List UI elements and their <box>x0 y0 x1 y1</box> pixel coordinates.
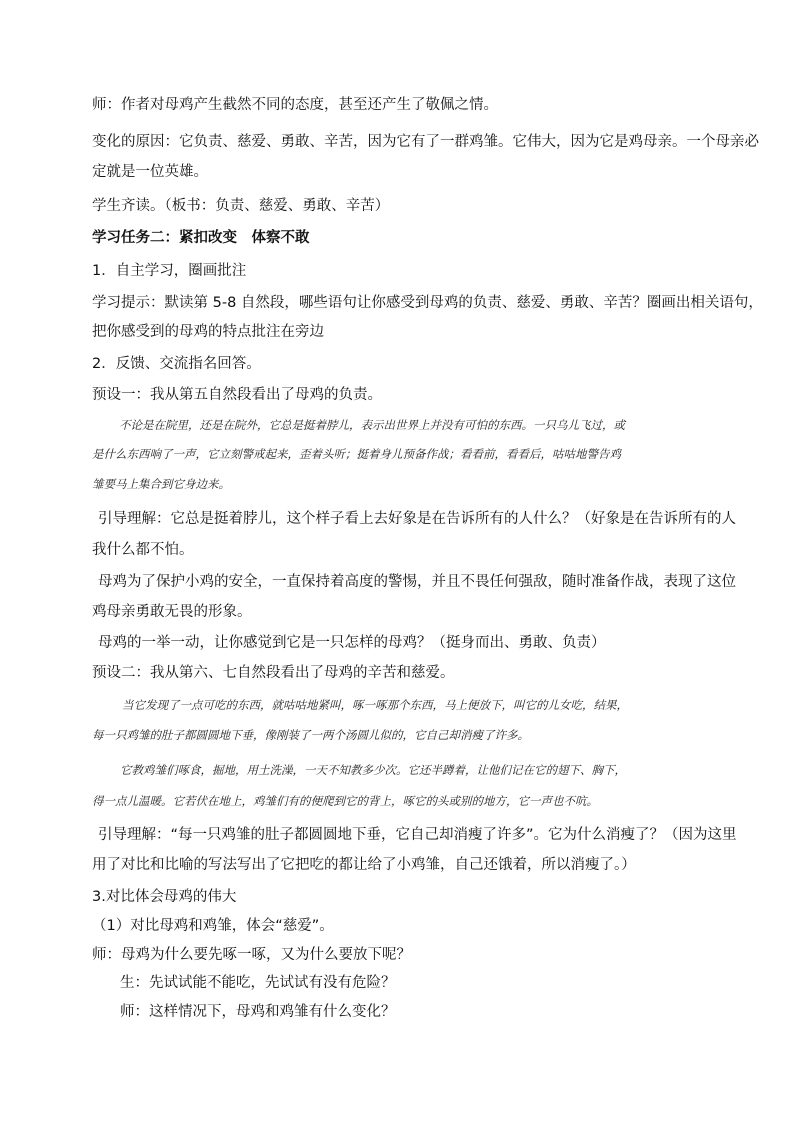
teacher-question-change: 师：这样情况下，母鸡和鸡雏有什么变化？ <box>120 1004 396 1020</box>
guided-understanding-one: 引导理解：它总是挺着脖儿，这个样子看上去好象是在告诉所有的人什么？（好象是在告诉所有的人 <box>98 511 736 527</box>
guided-understanding-two: 引导理解：“每一只鸡雏的肚子都圆圆地下垂，它自己却消瘦了许多”。它为什么消瘦了？（因为这里 <box>98 827 737 843</box>
student-answer: 生：先试试能不能吃，先试试有没有危险？ <box>120 975 396 991</box>
quote-paragraph-six-line-1: 当它发现了一点可吃的东西，就咕咕地紧叫，啄一啄那个东西，马上便放下，叫它的儿女吃，结果， <box>122 698 628 712</box>
quote-paragraph-six-line-2: 每一只鸡雏的肚子都圆圆地下垂，像刚装了一两个汤圆儿似的，它自己却消瘦了许多。 <box>92 728 529 742</box>
step-two-heading: 2．反馈、交流指名回答。 <box>92 356 261 372</box>
quote-paragraph-seven-line-1: 它教鸡雏们啄食，掘地，用土洗澡，一天不知教多少次。它还半蹲着，让他们记在它的翅下、胸下， <box>120 763 626 777</box>
step-one-heading: 1．自主学习，圈画批注 <box>92 263 247 279</box>
quote-paragraph-seven-line-2: 得一点儿温暖。它若伏在地上，鸡雏们有的便爬到它的背上，啄它的头或别的地方，它一声也不吭。 <box>92 794 598 808</box>
guided-understanding-two-cont: 用了对比和比喻的写法写出了它把吃的都让给了小鸡雏，自己还饿着，所以消瘦了。） <box>92 857 636 873</box>
quote-paragraph-five-line-1: 不论是在院里，还是在院外，它总是挺着脖儿，表示出世界上并没有可怕的东西。一只乌儿飞过，或 <box>119 418 625 432</box>
quote-paragraph-five-line-3: 雏要马上集合到它身边来。 <box>92 477 230 491</box>
quote-paragraph-five-line-2: 是什么东西响了一声，它立刻警戒起来，歪着头听；挺着身儿预备作战；看看前，看看后，咕咕地警告鸡 <box>92 447 621 461</box>
sub-step-one: （1）对比母鸡和鸡雏，体会“慈爱”。 <box>92 918 334 934</box>
paragraph-reason-of-change-cont: 定就是一位英雄。 <box>92 164 208 180</box>
paragraph-reason-of-change: 变化的原因：它负责、慈爱、勇敢、辛苦，因为它有了一群鸡雏。它伟大，因为它是鸡母亲。一个母亲必 <box>92 134 759 150</box>
guided-understanding-one-cont: 我什么都不怕。 <box>92 542 194 558</box>
teacher-question-peck: 师：母鸡为什么要先啄一啄，又为什么要放下呢？ <box>92 947 411 963</box>
preset-two: 预设二：我从第六、七自然段看出了母鸡的辛苦和慈爱。 <box>92 665 455 681</box>
paragraph-teacher-attitude: 师：作者对母鸡产生截然不同的态度，甚至还产生了敬佩之情。 <box>92 97 498 113</box>
step-three-heading: 3.对比体会母鸡的伟大 <box>92 889 237 905</box>
question-what-kind-of-hen: 母鸡的一举一动，让你感觉到它是一只怎样的母鸡？（挺身而出、勇敢、负责） <box>98 635 606 651</box>
learning-tip: 学习提示：默读第 5-8 自然段，哪些语句让你感受到母鸡的负责、慈爱、勇敢、辛苦？圈画出相关语句， <box>92 295 763 311</box>
learning-tip-cont: 把你感受到的母鸡的特点批注在旁边 <box>92 324 324 340</box>
paragraph-hen-protects-cont: 鸡母亲勇敢无畏的形象。 <box>92 604 252 620</box>
preset-one: 预设一：我从第五自然段看出了母鸡的负责。 <box>92 387 382 403</box>
paragraph-students-read: 学生齐读。（板书：负责、慈爱、勇敢、辛苦） <box>92 198 390 214</box>
paragraph-hen-protects: 母鸡为了保护小鸡的安全，一直保持着高度的警惕，并且不畏任何强敌，随时准备作战，表现了这位 <box>98 574 736 590</box>
section-heading-task-two: 学习任务二：紧扣改变 体察不敢 <box>92 230 310 246</box>
